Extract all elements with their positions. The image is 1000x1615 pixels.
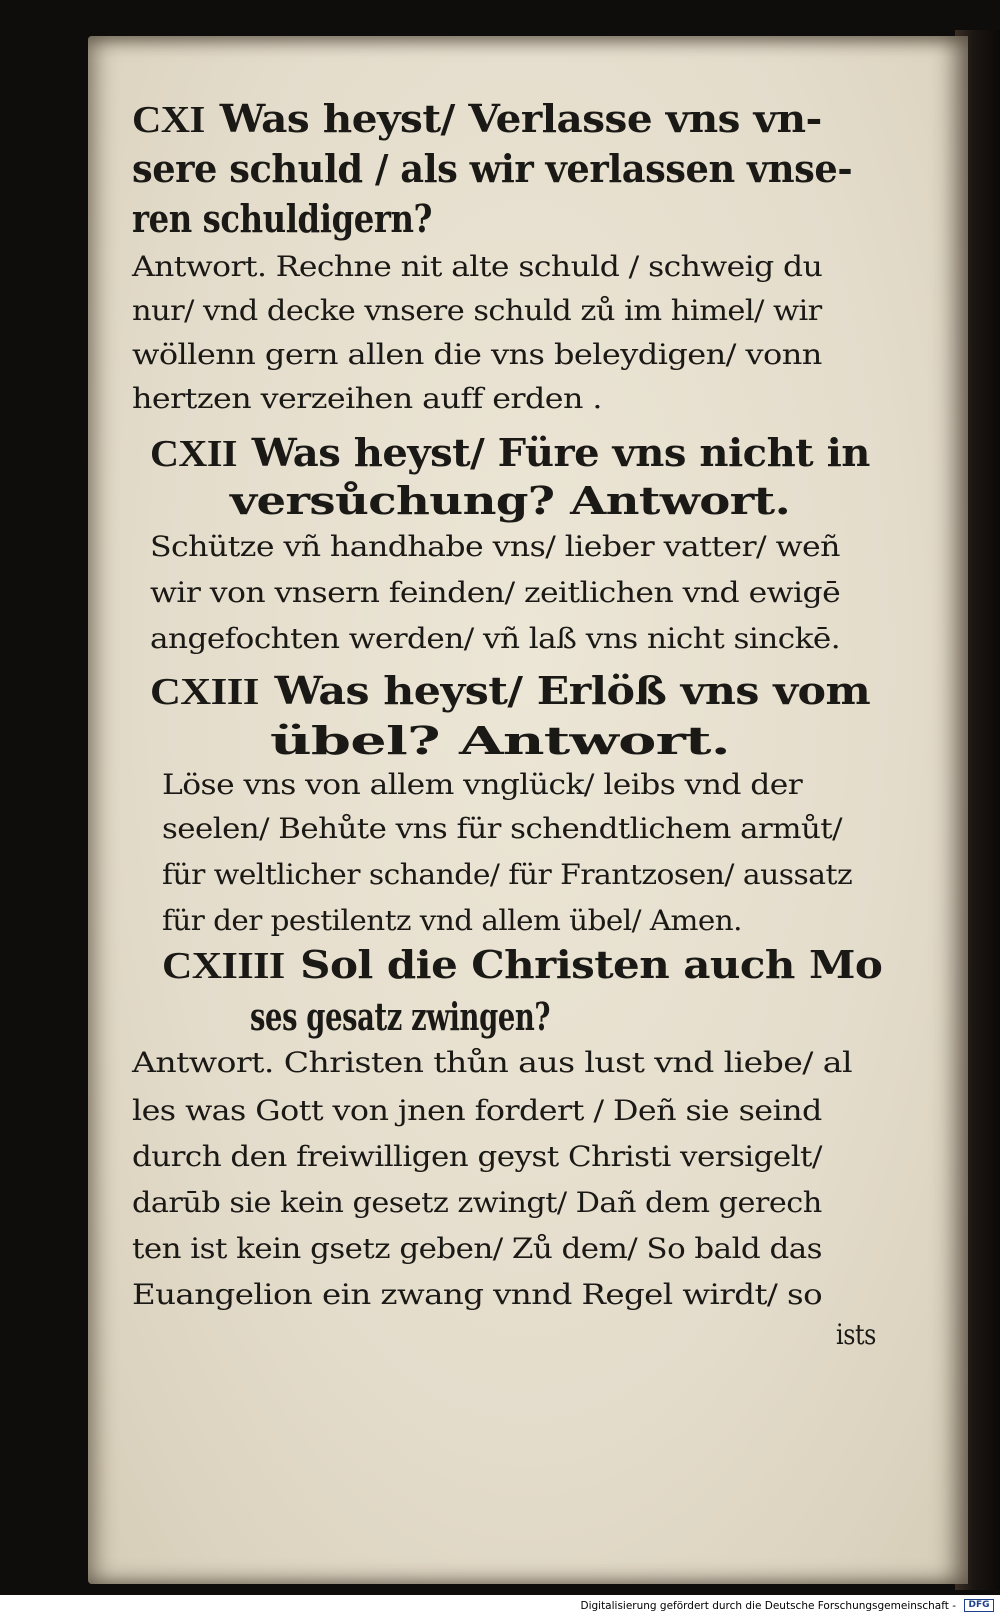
- question-line: [150, 430, 870, 476]
- text-line: [132, 338, 822, 371]
- question-line: [132, 96, 822, 142]
- footer-credit: Digitalisierung gefördert durch die Deutsche Forschungsgemeinschaft -: [580, 1600, 956, 1612]
- text-line: [150, 530, 840, 563]
- footer-bar: [0, 1595, 1000, 1615]
- line-text: übel? Antwort.: [270, 718, 731, 763]
- line-text: sere schuld / als wir verlassen vnse-: [132, 146, 853, 191]
- question-line: [150, 668, 870, 714]
- question-line: [132, 146, 852, 191]
- line-text: Was heyst/ Füre vns nicht in: [251, 430, 870, 475]
- question-line: [162, 942, 882, 988]
- text-line: [132, 1140, 822, 1173]
- text-line: [150, 576, 840, 609]
- line-text: Schütze vñ handhabe vns/ lieber vatter/ weñ: [150, 530, 840, 563]
- text-line: [836, 1318, 876, 1351]
- line-text: ten ist kein gsetz geben/ Zů dem/ So bald das: [132, 1232, 822, 1265]
- line-text: wir von vnsern feinden/ zeitlichen vnd ewigē: [150, 576, 841, 609]
- question-line: [132, 196, 432, 241]
- line-text: Was heyst/ Verlasse vns vn-: [219, 96, 822, 141]
- line-text: wöllenn gern allen die vns beleydigen/ vonn: [132, 338, 822, 371]
- dfg-logo-icon: DFG: [964, 1599, 994, 1612]
- text-line: [132, 1046, 852, 1079]
- line-text: Sol die Christen auch Mo: [300, 942, 883, 987]
- question-line: [230, 478, 790, 523]
- line-text: ses gesatz zwingen?: [250, 994, 551, 1039]
- text-line: [132, 1232, 822, 1265]
- book-page: [88, 36, 968, 1584]
- question-number: CXI: [132, 99, 205, 141]
- question-number: CXIIII: [162, 945, 285, 987]
- text-line: [132, 382, 602, 415]
- text-line: [162, 768, 802, 801]
- text-line: [162, 812, 842, 845]
- line-text: Antwort. Rechne nit alte schuld / schweig du: [132, 250, 823, 283]
- text-line: [132, 1094, 822, 1127]
- line-text: ren schuldigern?: [132, 196, 433, 241]
- question-line: [250, 994, 550, 1039]
- line-text: für weltlicher schande/ für Frantzosen/ aussatz: [162, 858, 853, 891]
- line-text: seelen/ Behůte vns für schendtlichem armůt/: [162, 812, 842, 845]
- line-text: les was Gott von jnen fordert / Deñ sie seind: [132, 1094, 822, 1127]
- text-line: [132, 250, 822, 283]
- line-text: darūb sie kein gesetz zwingt/ Dañ dem gerech: [132, 1186, 822, 1219]
- line-text: Was heyst/ Erlöß vns vom: [274, 668, 871, 713]
- line-text: durch den freiwilligen geyst Christi versigelt/: [132, 1140, 822, 1173]
- line-text: für der pestilentz vnd allem übel/ Amen.: [162, 904, 743, 937]
- line-text: hertzen verzeihen auff erden .: [132, 382, 602, 415]
- line-text: versůchung? Antwort.: [230, 478, 791, 523]
- line-text: angefochten werden/ vñ laß vns nicht sinckē.: [150, 622, 841, 655]
- question-number: CXII: [150, 433, 238, 475]
- line-text: Löse vns von allem vnglück/ leibs vnd der: [162, 768, 803, 801]
- text-line: [162, 858, 852, 891]
- text-line: [132, 294, 822, 327]
- line-text: Antwort. Christen thůn aus lust vnd liebe/ al: [132, 1046, 852, 1079]
- line-text: nur/ vnd decke vnsere schuld zů im himel/ wir: [132, 294, 822, 327]
- text-line: [132, 1278, 822, 1311]
- line-text: Euangelion ein zwang vnnd Regel wirdt/ so: [132, 1278, 823, 1311]
- question-line: [270, 718, 730, 763]
- line-text: ists: [836, 1318, 877, 1351]
- text-line: [162, 904, 742, 937]
- question-number: CXIII: [150, 671, 259, 713]
- text-line: [150, 622, 840, 655]
- text-line: [132, 1186, 822, 1219]
